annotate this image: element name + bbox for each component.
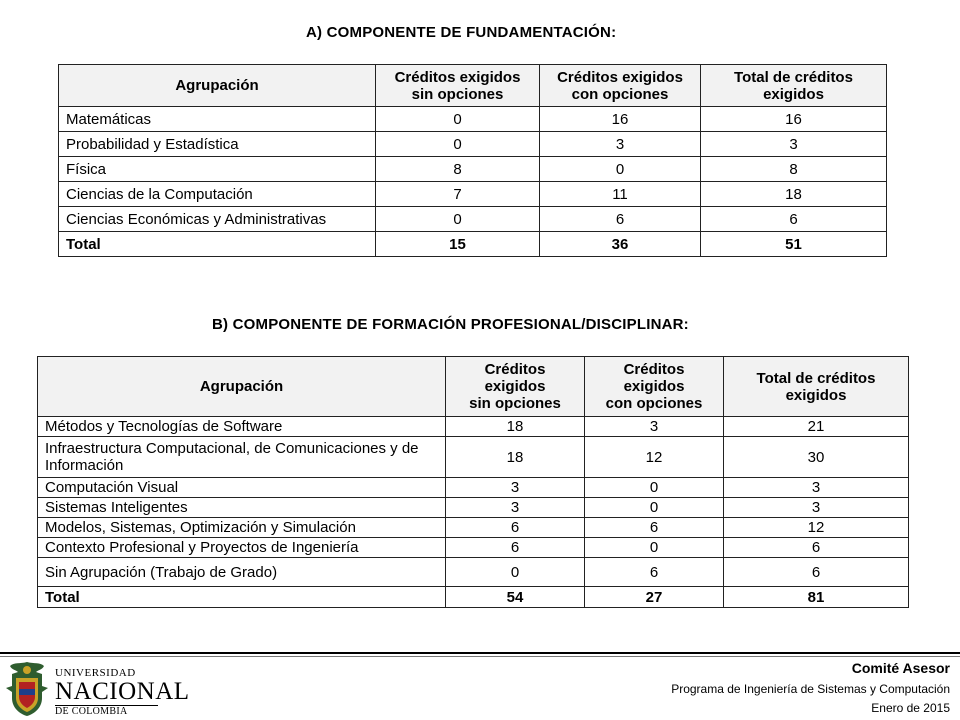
row-sin-opciones: 18 bbox=[446, 417, 585, 437]
university-line3: DE COLOMBIA bbox=[55, 705, 158, 717]
table-row bbox=[38, 478, 909, 498]
row-group-name: Matemáticas bbox=[59, 107, 376, 132]
row-group-name: Modelos, Sistemas, Optimización y Simulación bbox=[38, 518, 446, 538]
footer-divider-thin bbox=[0, 656, 960, 657]
table-row bbox=[38, 538, 909, 558]
row-total: 3 bbox=[724, 498, 909, 518]
header-sin-opciones: Créditos exigidos sin opciones bbox=[446, 357, 585, 417]
row-total: 16 bbox=[701, 107, 887, 132]
header-total: Total de créditos exigidos bbox=[724, 357, 909, 417]
row-sin-opciones: 6 bbox=[446, 538, 585, 558]
row-con-opciones: 16 bbox=[540, 107, 701, 132]
row-sin-opciones: 8 bbox=[376, 157, 540, 182]
row-group-name: Infraestructura Computacional, de Comunicaciones y de Información bbox=[38, 437, 446, 478]
total-total: 81 bbox=[724, 587, 909, 608]
row-con-opciones: 0 bbox=[585, 538, 724, 558]
row-con-opciones: 0 bbox=[585, 498, 724, 518]
row-con-opciones: 3 bbox=[540, 132, 701, 157]
table-row bbox=[38, 437, 909, 478]
row-con-opciones: 0 bbox=[585, 478, 724, 498]
table-row bbox=[59, 157, 887, 182]
section-b-title: B) COMPONENTE DE FORMACIÓN PROFESIONAL/DISCIPLINAR: bbox=[212, 316, 689, 333]
table-row bbox=[59, 107, 887, 132]
row-group-name: Ciencias Económicas y Administrativas bbox=[59, 207, 376, 232]
committee-label: Comité Asesor bbox=[851, 660, 950, 676]
table-row bbox=[59, 182, 887, 207]
header-sin-opciones: Créditos exigidos sin opciones bbox=[376, 65, 540, 107]
row-total: 3 bbox=[701, 132, 887, 157]
row-group-name: Probabilidad y Estadística bbox=[59, 132, 376, 157]
table-row bbox=[59, 207, 887, 232]
formacion-table bbox=[37, 356, 909, 608]
total-row bbox=[59, 232, 887, 257]
row-total: 6 bbox=[724, 558, 909, 587]
footer-divider bbox=[0, 652, 960, 654]
row-sin-opciones: 18 bbox=[446, 437, 585, 478]
total-con-opciones: 36 bbox=[540, 232, 701, 257]
row-sin-opciones: 7 bbox=[376, 182, 540, 207]
row-sin-opciones: 3 bbox=[446, 498, 585, 518]
row-sin-opciones: 0 bbox=[446, 558, 585, 587]
total-con-opciones: 27 bbox=[585, 587, 724, 608]
row-sin-opciones: 6 bbox=[446, 518, 585, 538]
row-total: 6 bbox=[724, 538, 909, 558]
total-sin-opciones: 15 bbox=[376, 232, 540, 257]
table-row bbox=[38, 417, 909, 437]
total-label: Total bbox=[59, 232, 376, 257]
row-total: 12 bbox=[724, 518, 909, 538]
table-row bbox=[38, 518, 909, 538]
row-total: 3 bbox=[724, 478, 909, 498]
row-sin-opciones: 3 bbox=[446, 478, 585, 498]
header-con-opciones: Créditos exigidos con opciones bbox=[540, 65, 701, 107]
row-total: 30 bbox=[724, 437, 909, 478]
row-con-opciones: 6 bbox=[540, 207, 701, 232]
section-a-title: A) COMPONENTE DE FUNDAMENTACIÓN: bbox=[306, 24, 617, 41]
row-total: 18 bbox=[701, 182, 887, 207]
fundamentacion-table bbox=[58, 64, 887, 257]
header-total: Total de créditos exigidos bbox=[701, 65, 887, 107]
row-group-name: Física bbox=[59, 157, 376, 182]
row-total: 21 bbox=[724, 417, 909, 437]
row-con-opciones: 6 bbox=[585, 518, 724, 538]
row-group-name: Ciencias de la Computación bbox=[59, 182, 376, 207]
row-con-opciones: 6 bbox=[585, 558, 724, 587]
total-label: Total bbox=[38, 587, 446, 608]
row-total: 6 bbox=[701, 207, 887, 232]
row-group-name: Métodos y Tecnologías de Software bbox=[38, 417, 446, 437]
header-agrupacion: Agrupación bbox=[59, 65, 376, 107]
total-sin-opciones: 54 bbox=[446, 587, 585, 608]
row-total: 8 bbox=[701, 157, 887, 182]
table-row bbox=[59, 132, 887, 157]
row-sin-opciones: 0 bbox=[376, 107, 540, 132]
row-sin-opciones: 0 bbox=[376, 207, 540, 232]
row-sin-opciones: 0 bbox=[376, 132, 540, 157]
date-label: Enero de 2015 bbox=[871, 701, 950, 715]
total-row bbox=[38, 587, 909, 608]
table-row bbox=[38, 558, 909, 587]
row-con-opciones: 11 bbox=[540, 182, 701, 207]
row-con-opciones: 12 bbox=[585, 437, 724, 478]
header-con-opciones: Créditos exigidos con opciones bbox=[585, 357, 724, 417]
row-con-opciones: 3 bbox=[585, 417, 724, 437]
row-con-opciones: 0 bbox=[540, 157, 701, 182]
total-total: 51 bbox=[701, 232, 887, 257]
row-group-name: Sin Agrupación (Trabajo de Grado) bbox=[38, 558, 446, 587]
university-line1: UNIVERSIDAD bbox=[55, 667, 136, 679]
row-group-name: Contexto Profesional y Proyectos de Ingeniería bbox=[38, 538, 446, 558]
university-crest-icon bbox=[2, 658, 52, 718]
university-logo bbox=[55, 668, 190, 717]
row-group-name: Computación Visual bbox=[38, 478, 446, 498]
row-group-name: Sistemas Inteligentes bbox=[38, 498, 446, 518]
table-row bbox=[38, 498, 909, 518]
header-agrupacion: Agrupación bbox=[38, 357, 446, 417]
program-label: Programa de Ingeniería de Sistemas y Computación bbox=[671, 682, 950, 696]
university-line2: NACIONAL bbox=[55, 678, 190, 705]
